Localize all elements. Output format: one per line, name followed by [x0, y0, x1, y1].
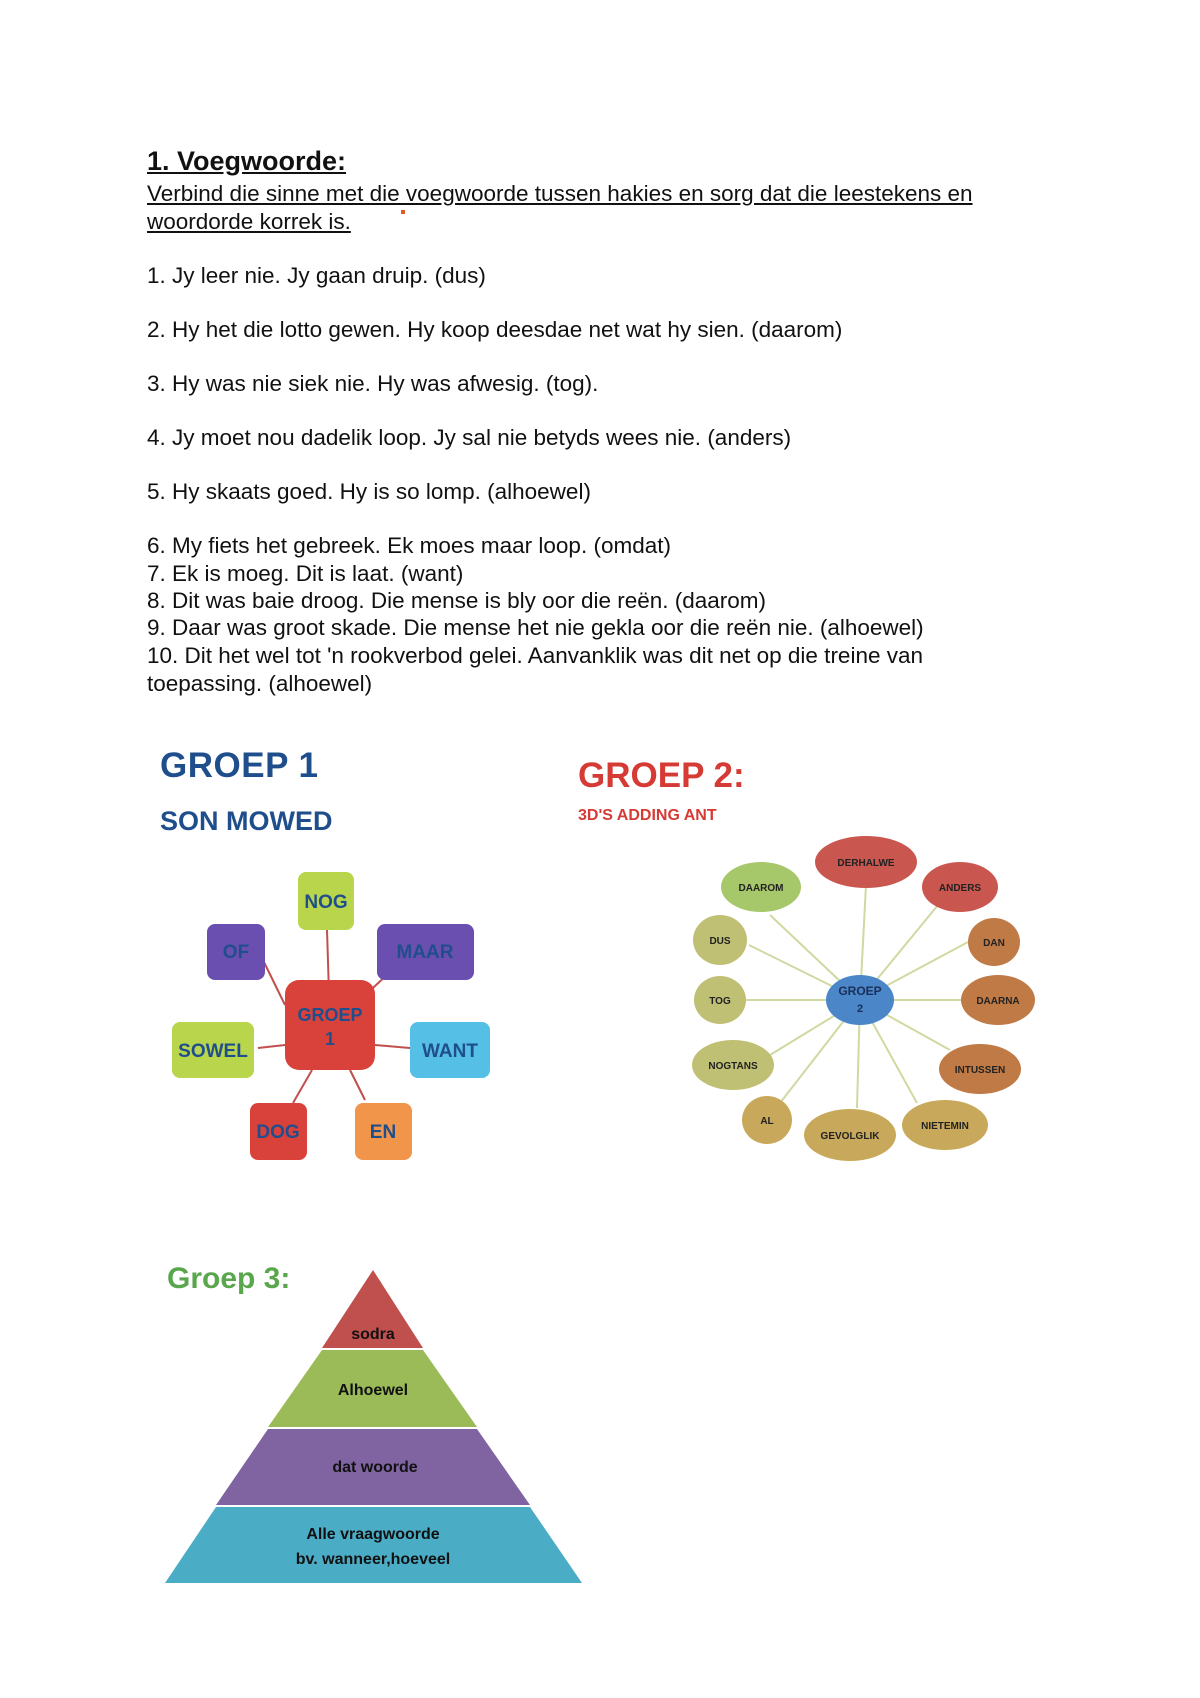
- question-6: 6. My fiets het gebreek. Ek moes maar loop. (omdat): [147, 533, 671, 558]
- groep1-subtitle: SON MOWED: [160, 806, 333, 836]
- groep2-node-dus-label: DUS: [709, 936, 731, 947]
- groep1-connector: [350, 1070, 365, 1100]
- groep1-connector: [375, 1045, 410, 1048]
- question-1: 1. Jy leer nie. Jy gaan druip. (dus): [147, 263, 486, 288]
- question-7: 7. Ek is moeg. Dit is laat. (want): [147, 561, 464, 586]
- groep1-diagram: [172, 872, 490, 1160]
- groep1-center-box: [285, 980, 375, 1070]
- question-3: 3. Hy was nie siek nie. Hy was afwesig. (tog).: [147, 371, 599, 396]
- groep1-connector: [258, 1045, 285, 1048]
- groep2-node-daarom-label: DAAROM: [738, 883, 784, 894]
- groep1-node-nog-label: NOG: [304, 892, 348, 913]
- pyramid-level-4-label-2: bv. wanneer,hoeveel: [295, 1551, 451, 1568]
- groep2-subtitle: 3D'S ADDING ANT: [578, 807, 717, 824]
- groep1-connector: [293, 1070, 312, 1103]
- groep2-node-nogtans-label: NOGTANS: [708, 1061, 758, 1072]
- groep2-center: [826, 975, 894, 1025]
- section-heading: 1. Voegwoorde:: [147, 146, 347, 176]
- groep2-node-derhalwe-label: DERHALWE: [837, 858, 895, 869]
- groep3-title: Groep 3:: [167, 1262, 291, 1295]
- pyramid-level-2-label: Alhoewel: [337, 1382, 409, 1399]
- groep1-node-of-label: OF: [222, 942, 250, 963]
- pyramid-level-4-label-1: Alle vraagwoorde: [306, 1526, 440, 1543]
- groep1-center-label-2: 1: [324, 1029, 336, 1049]
- question-5: 5. Hy skaats goed. Hy is so lomp. (alhoewel): [147, 479, 591, 504]
- pyramid-level-4: [165, 1507, 582, 1583]
- question-2: 2. Hy het die lotto gewen. Hy koop deesdae net wat hy sien. (daarom): [147, 317, 843, 342]
- groep2-node-dan-label: DAN: [983, 938, 1005, 949]
- groep2-center-label-1: GROEP: [838, 984, 882, 998]
- groep1-title: GROEP 1: [160, 746, 319, 785]
- groep2-node-nietemin-label: NIETEMIN: [921, 1121, 969, 1132]
- question-4: 4. Jy moet nou dadelik loop. Jy sal nie betyds wees nie. (anders): [147, 425, 792, 450]
- question-10: 10. Dit het wel tot 'n rookverbod gelei. Aanvanklik was dit net op die treine van toepassing. (alhoewel): [147, 643, 923, 696]
- groep2-node-al-label: AL: [760, 1116, 774, 1127]
- groep2-node-gevolglik-label: GEVOLGLIK: [820, 1131, 880, 1142]
- groep2-center-label-2: 2: [856, 1003, 864, 1015]
- groep1-node-maar-label: MAAR: [396, 942, 454, 963]
- groep2-node-tog-label: TOG: [709, 996, 731, 1007]
- groep2-title: GROEP 2:: [578, 756, 745, 795]
- pyramid-level-3-label: dat woorde: [332, 1459, 418, 1476]
- question-8: 8. Dit was baie droog. Die mense is bly oor die reën. (daarom): [147, 588, 767, 613]
- groep1-node-en-label: EN: [369, 1122, 397, 1143]
- groep1-center-label-1: GROEP: [297, 1005, 363, 1025]
- groep1-node-sowel-label: SOWEL: [178, 1041, 248, 1062]
- groep1-node-dog-label: DOG: [256, 1122, 300, 1143]
- instruction-text: Verbind die sinne met die voegwoorde tussen hakies en sorg dat die leestekens en woordorde korrek is.: [147, 181, 973, 234]
- pyramid-level-1-label: sodra: [351, 1326, 395, 1343]
- groep2-diagram: [692, 836, 1035, 1161]
- question-9: 9. Daar was groot skade. Die mense het nie gekla oor die reën nie. (alhoewel): [147, 615, 924, 640]
- groep1-node-want-label: WANT: [422, 1041, 478, 1062]
- groep3-pyramid: [165, 1270, 582, 1583]
- groep1-connector: [262, 958, 285, 1005]
- groep2-node-anders-label: ANDERS: [938, 883, 982, 894]
- groep2-node-daarna-label: DAARNA: [976, 996, 1020, 1007]
- groep2-node-intussen-label: INTUSSEN: [954, 1065, 1006, 1076]
